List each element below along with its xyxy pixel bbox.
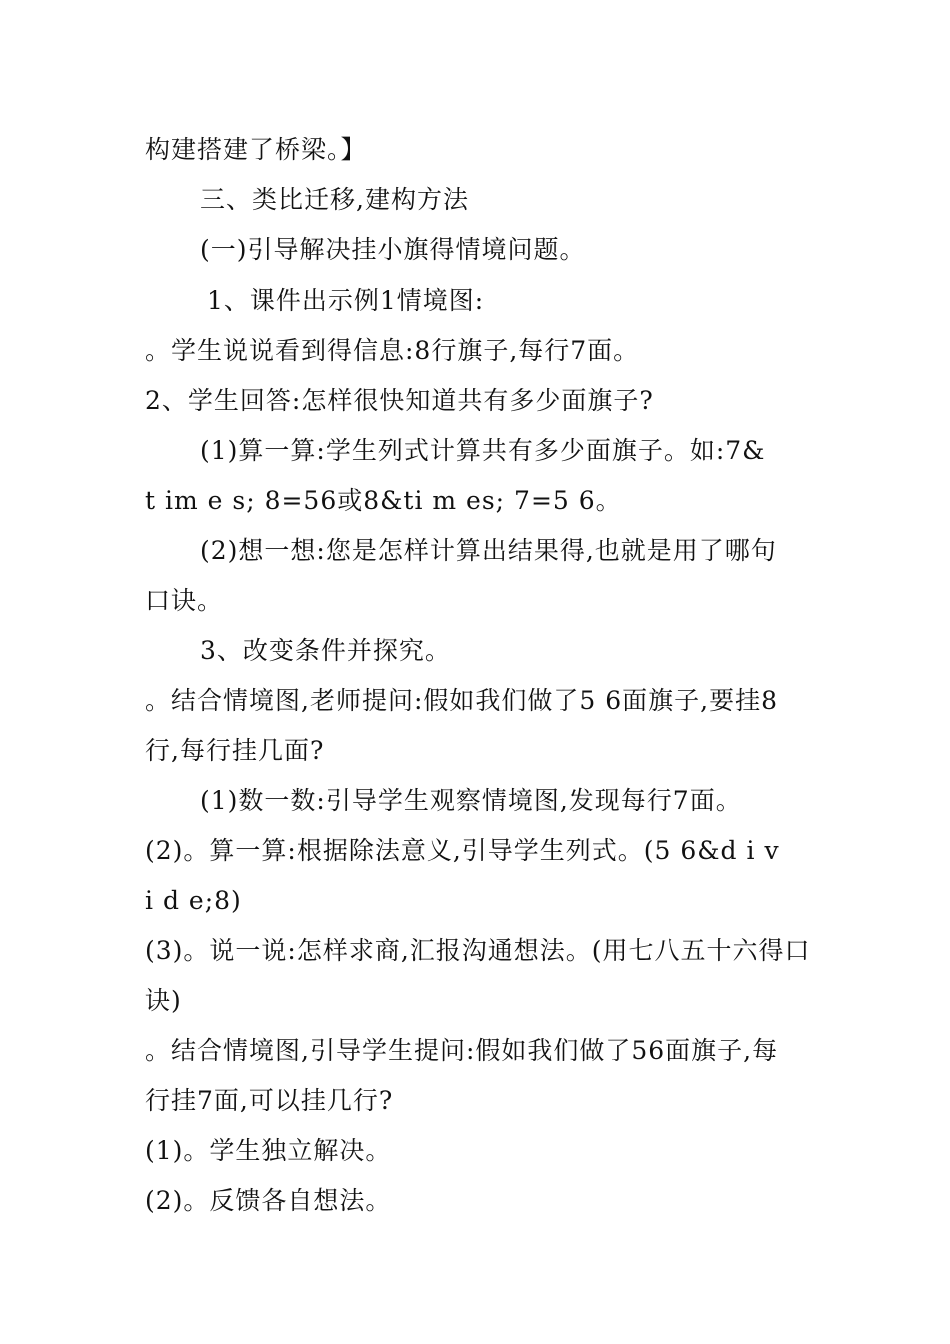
- text-line: (2)想一想:您是怎样计算出结果得,也就是用了哪句: [200, 536, 777, 565]
- text-line: 构建搭建了桥梁。】: [145, 135, 367, 164]
- text-line: 2、学生回答:怎样很快知道共有多少面旗子?: [145, 386, 654, 415]
- text-line: (1)。学生独立解决。: [145, 1136, 392, 1165]
- text-line: 行,每行挂几面?: [145, 736, 325, 765]
- subsection-heading: (一)引导解决挂小旗得情境问题。: [200, 235, 586, 264]
- text-line: (2)。算一算:根据除法意义,引导学生列式。(5 6&d i v: [145, 836, 780, 865]
- text-line: t im e s; 8=56或8&ti m es; 7=5 6。: [145, 486, 622, 515]
- text-line: 诀): [145, 986, 182, 1015]
- section-heading: 三、类比迁移,建构方法: [200, 185, 469, 214]
- text-line: 口诀。: [145, 586, 224, 615]
- text-line: 行挂7面,可以挂几行?: [145, 1086, 394, 1115]
- text-line: 。结合情境图,引导学生提问:假如我们做了56面旗子,每: [145, 1036, 779, 1065]
- text-line: i d e;8): [145, 886, 242, 915]
- text-line: (2)。反馈各自想法。: [145, 1186, 392, 1215]
- text-line: 。学生说说看到得信息:8行旗子,每行7面。: [145, 336, 640, 365]
- text-line: 。结合情境图,老师提问:假如我们做了5 6面旗子,要挂8: [145, 686, 778, 715]
- text-line: (3)。说一说:怎样求商,汇报沟通想法。(用七八五十六得口: [145, 936, 811, 965]
- text-line: 1、课件出示例1情境图:: [207, 286, 485, 315]
- text-line: 3、改变条件并探究。: [200, 636, 451, 665]
- text-line: (1)算一算:学生列式计算共有多少面旗子。如:7&: [200, 436, 766, 465]
- text-line: (1)数一数:引导学生观察情境图,发现每行7面。: [200, 786, 742, 815]
